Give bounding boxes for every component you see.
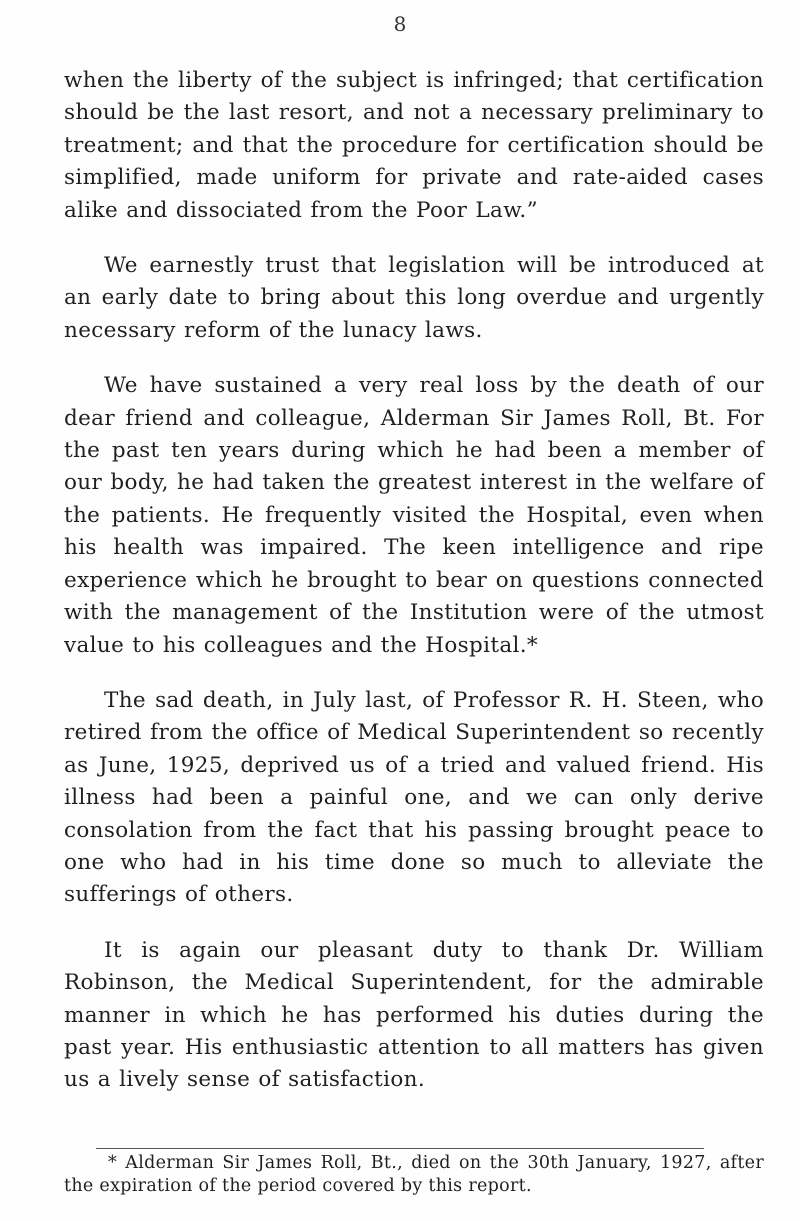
paragraph-professor-steen: The sad death, in July last, of Professor R. H. Steen, who retired from the office of Medical Superintendent so recently as June, 1925, deprived us of a tried and valued friend. His illness had been a painful one, and we can only derive consolation from the fact that his passing brought peace to one who had in his time done so much to alleviate the sufferings of others. [64,687,764,908]
footnote-divider [96,1148,704,1149]
paragraph-certification: when the liberty of the subject is infringed; that certification should be the last resort, and not a necessary preliminary to treatment; and that the procedure for certification should be simplified, made uniform for private and rate-aided cases alike and dissociated from the Poor Law.” [64,68,764,223]
page-number: 8 [393,12,407,36]
body-text [64,65,764,1120]
paragraph-dr-robinson: It is again our pleasant duty to thank Dr. William Robinson, the Medical Superintendent, for the admirable manner in which he has performed his duties during the past year. His enthusiastic attention to all matters has given us a lively sense of satisfaction. [64,937,764,1093]
paragraph-sir-james-roll: We have sustained a very real loss by the death of our dear friend and colleague, Alderman Sir James Roll, Bt. For the past ten years during which he had been a member of our body, he had taken the greatest interest in the welfare of the patients. He frequently visited the Hospital, even when his health was impaired. The keen intelligence and ripe experience which he brought to bear on questions connected with the management of the Institution were of the utmost value to his colleagues and the Hospital.* [64,373,764,658]
paragraph-legislation: We earnestly trust that legislation will be introduced at an early date to bring about this long overdue and urgently necessary reform of the lunacy laws. [64,253,764,343]
footnote: * Alderman Sir James Roll, Bt., died on the 30th January, 1927, after the expiration of the period covered by this report. [64,1153,764,1196]
